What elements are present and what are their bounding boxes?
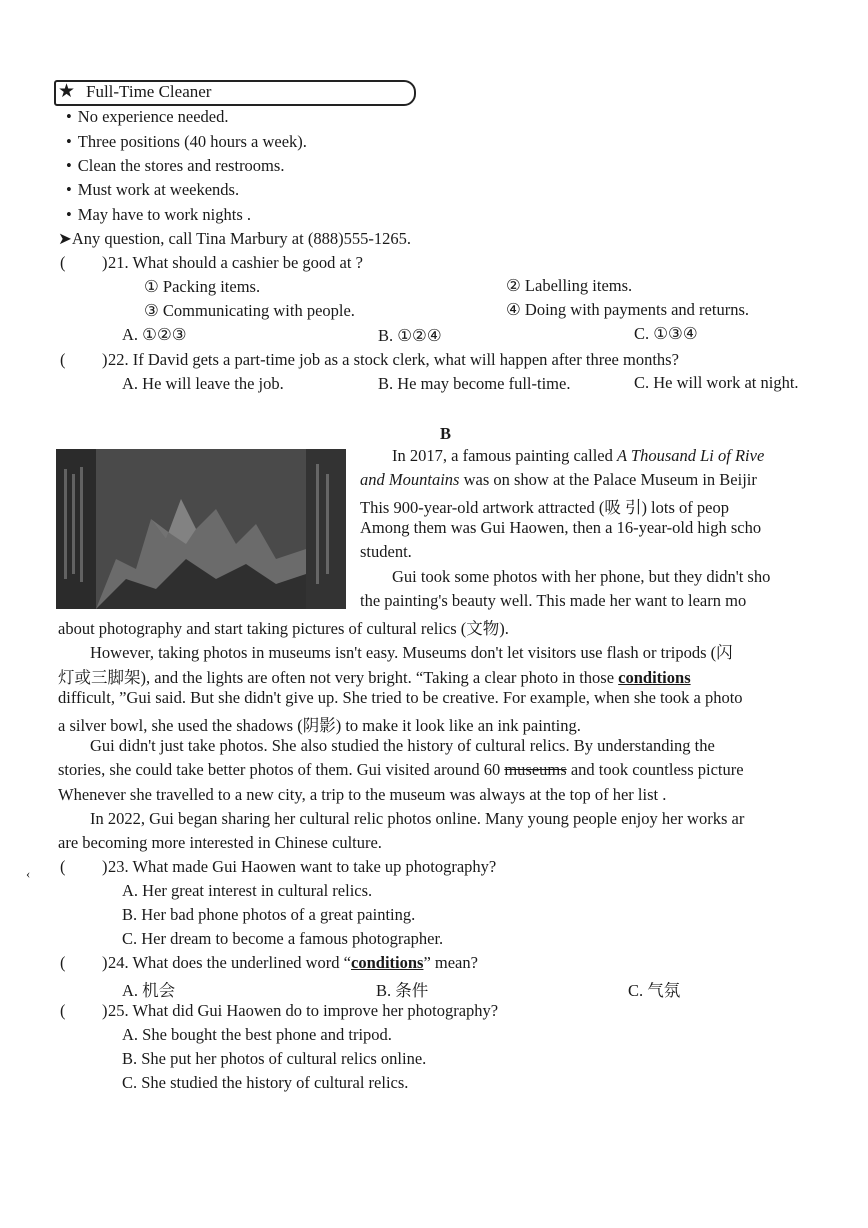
passage-line: Gui took some photos with her phone, but they didn't sho — [392, 567, 771, 586]
passage-line: are becoming more interested in Chinese culture. — [58, 833, 382, 852]
passage-line: the painting's beauty well. This made her want to learn mo — [360, 591, 747, 610]
passage-line: stories, she could take better photos of them. Gui visited around 60 museums and took countless picture — [58, 760, 744, 779]
passage-line: 灯或三脚架), and the lights are often not very bright. “Taking a clear photo in those conditions — [58, 668, 691, 687]
q22-option-c: C. He will work at night. — [634, 373, 799, 392]
passage-line: about photography and start taking pictures of cultural relics (文物). — [58, 619, 509, 638]
underlined-word: conditions — [351, 953, 424, 972]
q23-option-a: A. Her great interest in cultural relics. — [122, 881, 373, 900]
ad-contact: ➤Any question, call Tina Marbury at (888)555-1265. — [58, 229, 411, 248]
answer-paren-close: ) — [102, 350, 108, 369]
passage-line: In 2017, a famous painting called A Thousand Li of Rive — [392, 446, 765, 465]
ad-bullet: • No experience needed. — [66, 107, 229, 127]
q21-option-b: B. ①②④ — [378, 326, 442, 345]
q24-option-c: C. 气氛 — [628, 981, 681, 1000]
landscape-painting-icon — [56, 449, 346, 609]
passage-line: Gui didn't just take photos. She also studied the history of cultural relics. By understanding the — [90, 736, 715, 755]
question-23: 23. What made Gui Haowen want to take up photography? — [108, 857, 497, 876]
q21-option-a: A. ①②③ — [122, 325, 187, 344]
q22-option-b: B. He may become full-time. — [378, 374, 571, 393]
q24-option-b: B. 条件 — [376, 981, 429, 1000]
q25-option-c: C. She studied the history of cultural relics. — [122, 1073, 409, 1092]
ad-bullet: • Must work at weekends. — [66, 180, 239, 200]
answer-paren-close: ) — [102, 857, 108, 876]
question-22: 22. If David gets a part-time job as a stock clerk, what will happen after three months? — [108, 350, 679, 369]
answer-paren-close: ) — [102, 1001, 108, 1020]
q21-item: ② Labelling items. — [506, 276, 633, 295]
passage-line: a silver bowl, she used the shadows (阴影) to make it look like an ink painting. — [58, 716, 581, 735]
answer-paren-open: ( — [60, 1001, 66, 1020]
answer-paren-open: ( — [60, 953, 66, 972]
passage-line: Among them was Gui Haowen, then a 16-year-old high scho — [360, 518, 762, 537]
q21-item: ① Packing items. — [144, 277, 261, 296]
passage-line: and Mountains was on show at the Palace Museum in Beijir — [360, 470, 757, 489]
star-icon: ★ — [58, 81, 76, 102]
q21-option-c: C. ①③④ — [634, 324, 698, 343]
passage-line: In 2022, Gui began sharing her cultural relic photos online. Many young people enjoy her works ar — [90, 809, 745, 828]
job-ad-title: Full-Time Cleaner — [86, 82, 212, 101]
section-heading: B — [440, 424, 452, 443]
ad-bullet: • Clean the stores and restrooms. — [66, 156, 284, 176]
q25-option-b: B. She put her photos of cultural relics online. — [122, 1049, 427, 1068]
ad-bullet: • Three positions (40 hours a week). — [66, 132, 307, 152]
q21-item: ③ Communicating with people. — [144, 301, 355, 320]
passage-line: student. — [360, 542, 412, 561]
answer-paren-open: ( — [60, 857, 66, 876]
passage-line: However, taking photos in museums isn't easy. Museums don't let visitors use flash or tripods (闪 — [90, 643, 733, 662]
painting-photo — [56, 449, 346, 609]
q23-option-c: C. Her dream to become a famous photographer. — [122, 929, 444, 948]
answer-paren-open: ( — [60, 350, 66, 369]
question-25: 25. What did Gui Haowen do to improve her photography? — [108, 1001, 499, 1020]
question-24: 24. What does the underlined word “conditions” mean? — [108, 953, 478, 972]
passage-line: difficult, ”Gui said. But she didn't give up. She tried to be creative. For example, when she took a photo — [58, 688, 743, 707]
margin-mark: ‹ — [26, 866, 31, 881]
q22-option-a: A. He will leave the job. — [122, 374, 284, 393]
answer-paren-close: ) — [102, 253, 108, 272]
q21-item: ④ Doing with payments and returns. — [506, 300, 750, 319]
ad-bullet: • May have to work nights . — [66, 205, 251, 225]
answer-paren-close: ) — [102, 953, 108, 972]
answer-paren-open: ( — [60, 253, 66, 272]
q24-option-a: A. 机会 — [122, 981, 176, 1000]
q23-option-b: B. Her bad phone photos of a great painting. — [122, 905, 416, 924]
underlined-word: conditions — [618, 668, 691, 687]
question-21: 21. What should a cashier be good at ? — [108, 253, 363, 272]
q25-option-a: A. She bought the best phone and tripod. — [122, 1025, 392, 1044]
passage-line: This 900-year-old artwork attracted (吸 引) lots of peop — [360, 498, 729, 517]
passage-line: Whenever she travelled to a new city, a trip to the museum was always at the top of her list . — [58, 785, 667, 804]
